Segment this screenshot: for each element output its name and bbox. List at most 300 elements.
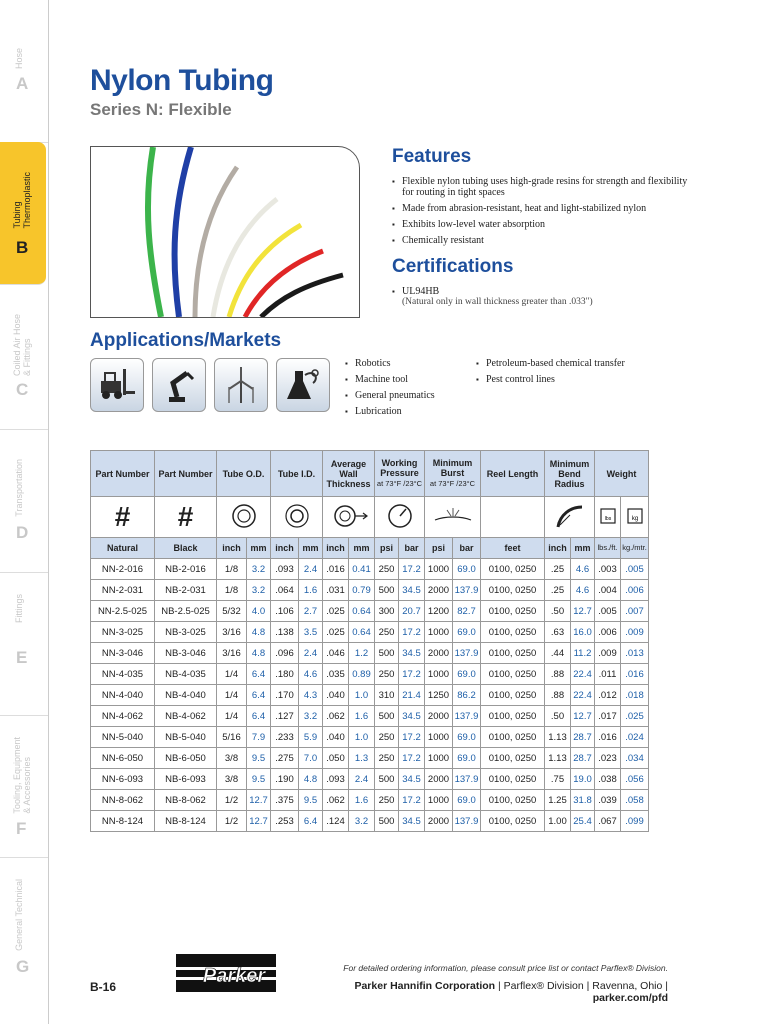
table-cell: 1.6 [349,706,375,727]
table-cell: 9.5 [299,790,323,811]
table-cell: 69.0 [453,664,481,685]
certification-name: UL94HB [402,286,440,297]
table-cell: 69.0 [453,748,481,769]
table-row [91,727,649,748]
table-cell: 34.5 [399,643,425,664]
table-cell: 250 [375,727,399,748]
robot-arm-icon [152,358,206,412]
unit-inch: inch [217,538,247,559]
table-cell: 6.4 [247,664,271,685]
unit-lbs-ft: lbs./ft. [595,538,621,559]
table-cell: 0100, 0250 [481,790,545,811]
table-cell: .009 [595,643,621,664]
table-cell: 0.89 [349,664,375,685]
website-link[interactable]: parker.com/pfd [592,992,668,1004]
table-cell: .004 [595,580,621,601]
table-row [91,769,649,790]
table-cell: NN-3-025 [91,622,155,643]
table-cell: 1.2 [349,643,375,664]
table-cell: .016 [595,727,621,748]
table-body [91,559,649,832]
table-cell: 6.4 [247,706,271,727]
table-cell: 250 [375,790,399,811]
table-cell: 2000 [425,643,453,664]
table-cell: .018 [621,685,649,706]
tab-letter: C [16,380,29,399]
table-cell: 137.9 [453,580,481,601]
table-cell: 1/2 [217,811,247,832]
table-cell: .88 [545,685,571,706]
tubing-photo [90,146,360,318]
unit-psi: psi [375,538,399,559]
certifications-section [392,256,692,313]
header-wall-thickness: Average Wall Thickness [323,451,375,497]
table-cell: 137.9 [453,769,481,790]
table-cell: 0100, 0250 [481,559,545,580]
table-cell: 500 [375,643,399,664]
header-weight: Weight [595,451,649,497]
table-cell: 25.4 [571,811,595,832]
table-cell: NN-3-046 [91,643,155,664]
table-cell: .44 [545,643,571,664]
tab-label: General Technical [14,879,24,951]
header-minimum-burst: Minimum Burst at 73°F /23°C [425,451,481,497]
tube-id-icon [271,497,323,538]
table-cell: 250 [375,559,399,580]
table-cell: 34.5 [399,706,425,727]
table-cell: .058 [621,790,649,811]
table-cell: 4.6 [571,559,595,580]
hash-icon: # [91,497,155,538]
table-cell: .017 [595,706,621,727]
svg-text:lbs: lbs [604,515,611,522]
unit-bar: bar [399,538,425,559]
table-row [91,706,649,727]
table-cell: .093 [323,769,349,790]
table-cell: 1.25 [545,790,571,811]
table-cell: 1/4 [217,664,247,685]
table-cell: 310 [375,685,399,706]
table-cell: 3/16 [217,622,247,643]
table-cell: 1/4 [217,706,247,727]
table-cell: .062 [323,706,349,727]
hash-icon: # [155,497,217,538]
table-cell: .031 [323,580,349,601]
header-tube-id: Tube I.D. [271,451,323,497]
feature-item: ▪ Chemically resistant [392,235,692,246]
tab-coiled-air-hose[interactable] [0,284,48,430]
table-cell: .040 [323,685,349,706]
table-cell: .25 [545,559,571,580]
unit-kg-mtr: kg./mtr. [621,538,649,559]
table-cell: 5/16 [217,727,247,748]
table-cell: .009 [621,622,649,643]
applications-list-2 [476,358,676,390]
header-tube-od: Tube O.D. [217,451,271,497]
feature-item: ▪ Exhibits low-level water absorption [392,219,692,230]
specification-table [90,450,649,832]
table-cell: 34.5 [399,580,425,601]
table-cell: .63 [545,622,571,643]
table-cell: .050 [323,748,349,769]
table-cell: NB-3-025 [155,622,217,643]
table-cell: 69.0 [453,790,481,811]
table-cell: 34.5 [399,769,425,790]
table-cell: .124 [323,811,349,832]
table-cell: 0100, 0250 [481,727,545,748]
header-wp-sub: at 73°F /23°C [376,479,423,488]
table-cell: 9.5 [247,748,271,769]
table-cell: 2000 [425,811,453,832]
table-cell: 0100, 0250 [481,685,545,706]
table-cell: 1.6 [349,790,375,811]
table-cell: 3.2 [247,580,271,601]
table-cell: 0.64 [349,622,375,643]
table-cell: 500 [375,706,399,727]
table-cell: 6.4 [299,811,323,832]
tab-letter: F [16,819,27,838]
table-cell: 1.6 [299,580,323,601]
tab-hose[interactable] [0,0,48,143]
table-cell: 20.7 [399,601,425,622]
table-cell: .375 [271,790,299,811]
tab-tooling-equipment[interactable] [0,715,48,858]
application-item: ▪ Pest control lines [476,374,676,385]
pressure-gauge-icon [375,497,425,538]
tab-label: Fittings [14,594,24,624]
table-cell: 17.2 [399,727,425,748]
table-cell: 137.9 [453,706,481,727]
page-number: B-16 [90,980,117,994]
unit-bar: bar [453,538,481,559]
wall-thickness-icon [323,497,375,538]
table-row [91,643,649,664]
weight-kg-icon [621,497,649,538]
table-cell: NB-6-093 [155,769,217,790]
unit-mm: mm [247,538,271,559]
table-cell: 2.4 [299,559,323,580]
table-cell: 28.7 [571,748,595,769]
table-cell: .138 [271,622,299,643]
table-cell: 19.0 [571,769,595,790]
table-cell: 0100, 0250 [481,580,545,601]
table-cell: .003 [595,559,621,580]
unit-inch: inch [545,538,571,559]
table-cell: 0100, 0250 [481,664,545,685]
table-cell: .023 [595,748,621,769]
table-cell: .006 [595,622,621,643]
unit-psi: psi [425,538,453,559]
tab-letter: B [16,238,29,257]
tab-general-technical[interactable] [0,857,48,1000]
table-cell: 69.0 [453,559,481,580]
table-cell: 1.0 [349,685,375,706]
tab-transportation[interactable] [0,429,48,573]
table-cell: 3/8 [217,769,247,790]
table-cell: 1000 [425,559,453,580]
unit-natural: Natural [91,538,155,559]
tab-letter: A [16,74,29,93]
table-cell: 1.00 [545,811,571,832]
tab-fittings[interactable] [0,572,48,716]
table-cell: 3.2 [299,706,323,727]
table-cell: .275 [271,748,299,769]
tube-od-icon [217,497,271,538]
table-cell: 2000 [425,706,453,727]
table-cell: 11.2 [571,643,595,664]
header-reel-length: Reel Length [481,451,545,497]
applications-list-1 [345,358,475,422]
table-cell: .170 [271,685,299,706]
table-cell: 1250 [425,685,453,706]
table-cell: .25 [545,580,571,601]
table-row [91,811,649,832]
table-cell: 1/8 [217,580,247,601]
table-cell: 2000 [425,769,453,790]
table-row [91,790,649,811]
table-cell: 2000 [425,580,453,601]
corporate-line: Parker Hannifin Corporation | Parflex® Division | Ravenna, Ohio | parker.com/pfd [354,980,668,1004]
table-cell: 17.2 [399,559,425,580]
table-cell: 17.2 [399,790,425,811]
table-cell: 250 [375,748,399,769]
applications-section [90,330,281,352]
table-cell: 17.2 [399,664,425,685]
table-cell: .190 [271,769,299,790]
table-cell: .025 [323,601,349,622]
table-cell: 16.0 [571,622,595,643]
table-cell: NB-3-046 [155,643,217,664]
table-cell: 3.5 [299,622,323,643]
footer-note: For detailed ordering information, please consult price list or contact Parflex® Division. [343,963,668,973]
table-cell: 7.0 [299,748,323,769]
table-cell: NN-2-016 [91,559,155,580]
unit-feet: feet [481,538,545,559]
table-cell: 3/8 [217,748,247,769]
table-cell: NB-8-062 [155,790,217,811]
table-cell: NN-2.5-025 [91,601,155,622]
tab-letter: G [16,957,30,976]
table-cell: 1/4 [217,685,247,706]
table-cell: 0100, 0250 [481,622,545,643]
table-cell: NN-4-040 [91,685,155,706]
table-cell: 4.8 [247,643,271,664]
table-cell: 6.4 [247,685,271,706]
table-cell: .013 [621,643,649,664]
tab-label: Transportation [14,459,24,517]
table-cell: 86.2 [453,685,481,706]
table-cell: 3.2 [247,559,271,580]
applications-heading: Applications/Markets [90,330,282,351]
table-cell: 1000 [425,622,453,643]
table-cell: NN-4-062 [91,706,155,727]
table-cell: 69.0 [453,622,481,643]
table-cell: .011 [595,664,621,685]
feature-item: ▪ Flexible nylon tubing uses high-grade resins for strength and flexibility for routing in tight spaces [392,176,692,198]
table-cell: 22.4 [571,664,595,685]
table-cell: 69.0 [453,727,481,748]
svg-text:kg: kg [631,515,638,522]
table-cell: 0.79 [349,580,375,601]
table-cell: NN-8-124 [91,811,155,832]
table-cell: .253 [271,811,299,832]
table-cell: 21.4 [399,685,425,706]
table-cell: NN-6-050 [91,748,155,769]
table-cell: 34.5 [399,811,425,832]
table-cell: 7.9 [247,727,271,748]
table-cell: NB-6-050 [155,748,217,769]
unit-mm: mm [299,538,323,559]
table-cell: .012 [595,685,621,706]
table-cell: .024 [621,727,649,748]
unit-mm: mm [349,538,375,559]
table-cell: 0100, 0250 [481,769,545,790]
application-item: ▪ Robotics [345,358,475,369]
unit-inch: inch [323,538,349,559]
table-cell: 2.4 [299,643,323,664]
table-cell: .50 [545,706,571,727]
table-cell: 31.8 [571,790,595,811]
table-cell: NN-4-035 [91,664,155,685]
table-cell: 1/2 [217,790,247,811]
table-cell: 2.4 [349,769,375,790]
application-item: ▪ Lubrication [345,406,475,417]
table-cell: .75 [545,769,571,790]
table-cell: 12.7 [571,601,595,622]
table-cell: 500 [375,580,399,601]
table-row [91,664,649,685]
application-item: ▪ Machine tool [345,374,475,385]
table-cell: 4.6 [299,664,323,685]
table-cell: NB-4-062 [155,706,217,727]
table-cell: 22.4 [571,685,595,706]
table-cell: 1000 [425,790,453,811]
certification-item [392,286,692,308]
table-cell: 5.9 [299,727,323,748]
table-cell: .180 [271,664,299,685]
table-cell: NB-2-016 [155,559,217,580]
table-cell: 1.3 [349,748,375,769]
table-cell: 0100, 0250 [481,643,545,664]
svg-text:Parker: Parker [202,965,266,987]
table-cell: 9.5 [247,769,271,790]
table-cell: 137.9 [453,811,481,832]
unit-mm: mm [571,538,595,559]
table-cell: 300 [375,601,399,622]
table-row [91,580,649,601]
table-cell: .056 [621,769,649,790]
tab-tubing[interactable] [0,142,46,285]
table-cell: 1.13 [545,727,571,748]
table-cell: .106 [271,601,299,622]
burst-icon [425,497,481,538]
table-cell: 4.8 [299,769,323,790]
table-cell: 4.3 [299,685,323,706]
table-cell: 0100, 0250 [481,706,545,727]
page-subtitle: Series N: Flexible [90,100,232,119]
table-cell: .093 [271,559,299,580]
tab-label: Hose [14,48,24,70]
table-cell: 4.6 [571,580,595,601]
table-cell: NB-4-040 [155,685,217,706]
unit-black: Black [155,538,217,559]
certification-note: (Natural only in wall thickness greater than .033") [402,297,593,307]
table-cell: .064 [271,580,299,601]
table-cell: 137.9 [453,643,481,664]
unit-inch: inch [271,538,299,559]
table-cell: 17.2 [399,748,425,769]
reel-icon-cell [481,497,545,538]
table-cell: 4.0 [247,601,271,622]
tab-letter: E [16,648,28,667]
table-cell: .005 [595,601,621,622]
table-cell: .062 [323,790,349,811]
application-item: ▪ Petroleum-based chemical transfer [476,358,676,369]
table-cell: 500 [375,769,399,790]
table-row [91,601,649,622]
table-cell: .006 [621,580,649,601]
table-cell: NB-4-035 [155,664,217,685]
table-cell: .005 [621,559,649,580]
header-part-number: Part Number [91,451,155,497]
parker-logo [176,954,276,992]
weight-lbs-icon [595,497,621,538]
table-row [91,622,649,643]
table-cell: 1000 [425,727,453,748]
tab-label: Tooling, Equipment & Accessories [12,737,32,814]
table-cell: 0100, 0250 [481,811,545,832]
table-cell: 28.7 [571,727,595,748]
table-cell: .040 [323,727,349,748]
table-cell: NN-6-093 [91,769,155,790]
table-cell: .50 [545,601,571,622]
table-cell: 2.7 [299,601,323,622]
feature-item: ▪ Made from abrasion-resistant, heat and light-stabilized nylon [392,203,692,214]
table-cell: 250 [375,664,399,685]
table-cell: .035 [323,664,349,685]
table-cell: 0.64 [349,601,375,622]
table-cell: 12.7 [247,811,271,832]
table-cell: 0.41 [349,559,375,580]
table-cell: .127 [271,706,299,727]
table-cell: .007 [621,601,649,622]
table-row [91,559,649,580]
chemical-flask-icon [276,358,330,412]
table-cell: 1000 [425,664,453,685]
table-cell: .025 [323,622,349,643]
table-cell: .233 [271,727,299,748]
tab-letter: D [16,523,29,542]
header-mb-sub: at 73°F /23°C [429,479,476,488]
application-item: ▪ General pneumatics [345,390,475,401]
header-part-number: Part Number [155,451,217,497]
table-cell: .034 [621,748,649,769]
table-cell: 3.2 [349,811,375,832]
table-cell: 1/8 [217,559,247,580]
table-row [91,685,649,706]
tab-label: Coiled Air Hose & Fittings [12,314,32,377]
forklift-icon [90,358,144,412]
table-cell: 500 [375,811,399,832]
table-cell: 4.8 [247,622,271,643]
table-cell: 1000 [425,748,453,769]
table-cell: .039 [595,790,621,811]
table-cell: 0100, 0250 [481,748,545,769]
tab-label: Tubing Thermoplastic [12,172,32,229]
table-cell: 3/16 [217,643,247,664]
table-cell: .067 [595,811,621,832]
table-cell: 1.0 [349,727,375,748]
